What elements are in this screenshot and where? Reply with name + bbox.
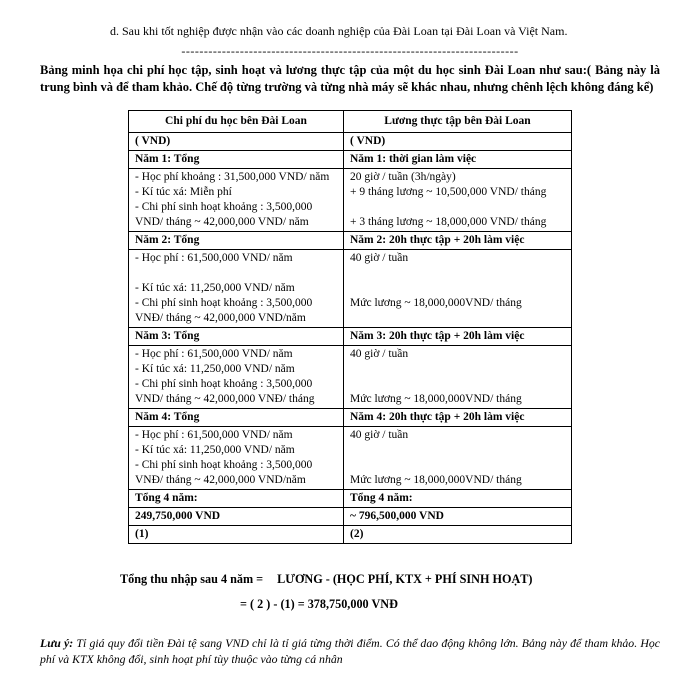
cost-comparison-table	[128, 110, 572, 544]
cell-line: - Học phí : 61,500,000 VND/ năm	[135, 429, 293, 441]
cell-line: - Kí túc xá: 11,250,000 VND/ năm	[135, 282, 295, 294]
cell-line: - Chi phí sinh hoạt khoảng : 3,500,000	[135, 459, 313, 471]
cell-line: VNĐ/ tháng ~ 42,000,000 VND/năm	[135, 312, 306, 324]
cell-line	[350, 200, 565, 215]
year4-title-left: Năm 4: Tổng	[129, 409, 344, 427]
cell-line: Mức lương ~ 18,000,000VND/ tháng	[350, 474, 522, 486]
cell-line	[350, 458, 565, 473]
cell-line: - Chi phí sinh hoạt khoảng : 3,500,000	[135, 297, 313, 309]
year3-title-left: Năm 3: Tổng	[129, 328, 344, 346]
cell-line: - Chi phí sinh hoạt khoảng : 3,500,000	[135, 201, 313, 213]
cell-line: - Học phí khoảng : 31,500,000 VND/ năm	[135, 171, 330, 183]
cell-line: - Kí túc xá: 11,250,000 VND/ năm	[135, 363, 295, 375]
totals-value-left: 249,750,000 VND	[129, 508, 344, 526]
totals-value-right: ~ 796,500,000 VND	[344, 508, 572, 526]
year1-detail-right	[344, 169, 572, 232]
summary-label: Tổng thu nhập sau 4 năm =	[120, 572, 264, 586]
cell-line	[350, 443, 565, 458]
year1-title-left: Năm 1: Tổng	[129, 151, 344, 169]
summary-formula-line	[120, 572, 660, 587]
cell-line: - Kí túc xá: 11,250,000 VND/ năm	[135, 444, 295, 456]
cell-line: - Học phí : 61,500,000 VND/ năm	[135, 348, 293, 360]
totals-ref-left: (1)	[129, 526, 344, 544]
cell-line: 20 giờ / tuần (3h/ngày)	[350, 171, 456, 183]
cell-line: Mức lương ~ 18,000,000VND/ tháng	[350, 393, 522, 405]
totals-ref-right: (2)	[344, 526, 572, 544]
year2-detail-right	[344, 250, 572, 328]
cell-line	[135, 266, 337, 281]
note-label: Lưu ý:	[40, 636, 74, 650]
year1-detail-row	[129, 169, 572, 232]
intro-paragraph: Bảng minh họa chi phí học tập, sinh hoạt và lương thực tập của một du học sinh Đài Loan như sau:( Bảng này là trung bình và để tham khảo. Chế độ từng trường và từng nhà máy sẽ khác nhau, nhưng chênh lệch không đáng kể)	[40, 63, 660, 94]
cell-line	[350, 281, 565, 296]
totals-label-row	[129, 490, 572, 508]
cell-line: VNĐ/ tháng ~ 42,000,000 VND/năm	[135, 474, 306, 486]
dashed-divider: ---------------------------------------------------------------------------	[181, 44, 519, 58]
year2-title-right: Năm 2: 20h thực tập + 20h làm việc	[344, 232, 572, 250]
totals-ref-row	[129, 526, 572, 544]
year2-detail-row	[129, 250, 572, 328]
year2-detail-left	[129, 250, 344, 328]
totals-label-right: Tổng 4 năm:	[344, 490, 572, 508]
cell-line: - Học phí : 61,500,000 VND/ năm	[135, 252, 293, 264]
list-item-d: d. Sau khi tốt nghiệp được nhận vào các doanh nghiệp của Đài Loan tại Đài Loan và Việt Nam.	[110, 24, 568, 38]
note-text: Tỉ giá quy đổi tiền Đài tệ sang VND chỉ là tỉ giá từng thời điểm. Có thể dao động không lớn. Bảng này để tham khảo. Học phí và KTX không đổi, sinh hoạt phí tùy thuộc vào từng cá nhân	[40, 636, 661, 667]
cell-line	[350, 266, 565, 281]
year3-detail-left	[129, 346, 344, 409]
year3-detail-right	[344, 346, 572, 409]
year2-title-row	[129, 232, 572, 250]
summary-block	[40, 572, 660, 612]
year1-title-row	[129, 151, 572, 169]
totals-label-left: Tổng 4 năm:	[129, 490, 344, 508]
year3-title-row	[129, 328, 572, 346]
cell-line: VND/ tháng ~ 42,000,000 VND/ năm	[135, 216, 309, 228]
year3-detail-row	[129, 346, 572, 409]
cell-line: 40 giờ / tuần	[350, 429, 409, 441]
year3-title-right: Năm 3: 20h thực tập + 20h làm việc	[344, 328, 572, 346]
table-header-row	[129, 111, 572, 133]
year2-title-left: Năm 2: Tổng	[129, 232, 344, 250]
year4-detail-right	[344, 427, 572, 490]
year4-detail-row	[129, 427, 572, 490]
year1-detail-left	[129, 169, 344, 232]
unit-cell-right: ( VND)	[344, 133, 572, 151]
unit-row	[129, 133, 572, 151]
cell-line: - Chi phí sinh hoạt khoảng : 3,500,000	[135, 378, 313, 390]
cell-line	[350, 377, 565, 392]
cell-line: Mức lương ~ 18,000,000VND/ tháng	[350, 297, 522, 309]
year4-title-right: Năm 4: 20h thực tập + 20h làm việc	[344, 409, 572, 427]
year4-detail-left	[129, 427, 344, 490]
cell-line: VND/ tháng ~ 42,000,000 VNĐ/ tháng	[135, 393, 315, 405]
summary-expression: LƯƠNG - (HỌC PHÍ, KTX + PHÍ SINH HOẠT)	[277, 572, 533, 586]
cell-line	[350, 362, 565, 377]
unit-cell-left: ( VND)	[129, 133, 344, 151]
cell-line: + 3 tháng lương ~ 18,000,000 VND/ tháng	[350, 216, 547, 228]
header-cell-right: Lương thực tập bên Đài Loan	[344, 111, 572, 133]
year1-title-right: Năm 1: thời gian làm việc	[344, 151, 572, 169]
header-cell-left: Chi phí du học bên Đài Loan	[129, 111, 344, 133]
cell-line: - Kí túc xá: Miễn phí	[135, 186, 232, 198]
summary-result-line: = ( 2 ) - (1) = 378,750,000 VNĐ	[240, 597, 398, 611]
cell-line: + 9 tháng lương ~ 10,500,000 VND/ tháng	[350, 186, 547, 198]
cell-line: 40 giờ / tuần	[350, 348, 409, 360]
note-paragraph	[40, 635, 660, 668]
year4-title-row	[129, 409, 572, 427]
cell-line: 40 giờ / tuần	[350, 252, 409, 264]
totals-value-row	[129, 508, 572, 526]
